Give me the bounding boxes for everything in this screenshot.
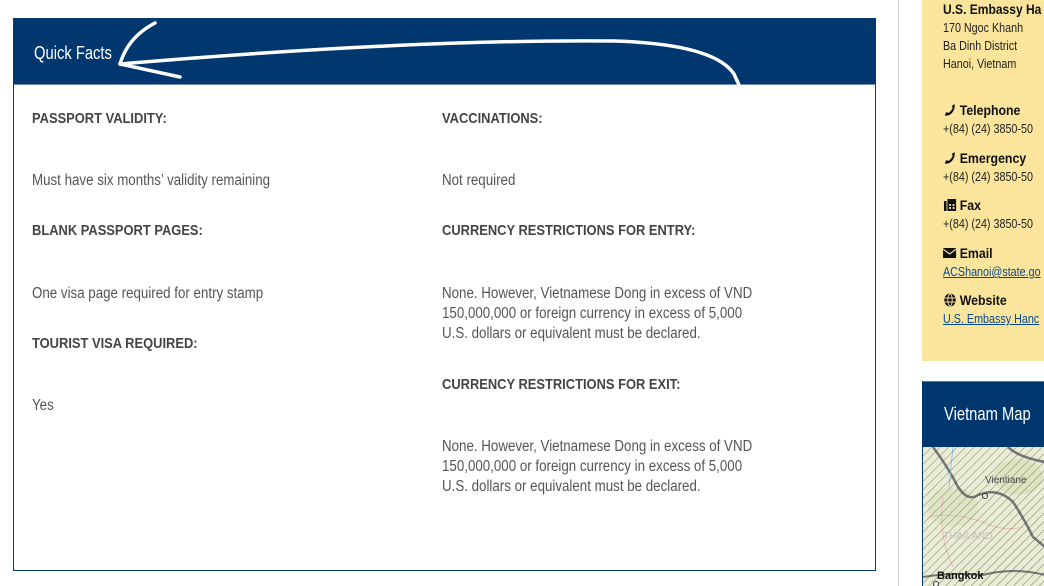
vaccinations-value: Not required	[442, 172, 516, 189]
email-heading	[943, 245, 993, 261]
tourist-visa-label: TOURIST VISA REQUIRED:	[32, 335, 198, 352]
map-header	[923, 381, 1044, 447]
currency-exit-line-1: None. However, Vietnamese Dong in excess of VND	[442, 438, 753, 455]
telephone-heading	[943, 102, 1020, 118]
currency-entry-label: CURRENCY RESTRICTIONS FOR ENTRY:	[442, 222, 696, 239]
vietnam-map-image[interactable]	[923, 447, 1044, 586]
website-link[interactable]: U.S. Embassy Hanc	[943, 312, 1040, 326]
map-label-bangkok: Bangkok	[937, 570, 984, 582]
address-line-2: Ba Dinh District	[943, 39, 1018, 53]
website-heading	[943, 292, 1007, 308]
embassy-contact-box	[922, 0, 1044, 361]
currency-entry-line-2: 150,000,000 or foreign currency in excess of 5,000	[442, 305, 743, 322]
emergency-label: Emergency	[959, 150, 1027, 166]
fax-label: Fax	[959, 197, 981, 213]
blank-pages-label: BLANK PASSPORT PAGES:	[32, 222, 203, 239]
passport-validity-label: PASSPORT VALIDITY:	[32, 110, 167, 127]
telephone-value: +(84) (24) 3850-50	[943, 122, 1033, 136]
globe-icon	[943, 293, 956, 308]
fax-heading	[943, 197, 981, 213]
emergency-value: +(84) (24) 3850-50	[943, 170, 1033, 184]
map-label-thailand: THAILAND	[943, 531, 993, 542]
address-line-3: Hanoi, Vietnam	[943, 57, 1017, 71]
blank-pages-value: One visa page required for entry stamp	[32, 285, 264, 302]
email-link[interactable]: ACShanoi@state.go	[943, 265, 1041, 279]
vietnam-map-box	[922, 381, 1044, 586]
currency-exit-label: CURRENCY RESTRICTIONS FOR EXIT:	[442, 376, 681, 393]
email-label: Email	[959, 245, 993, 261]
fax-icon	[943, 198, 956, 213]
emergency-heading	[943, 150, 1026, 166]
quick-facts-title: Quick Facts	[34, 43, 112, 63]
vaccinations-label: VACCINATIONS:	[442, 110, 543, 127]
embassy-name: U.S. Embassy Ha	[943, 1, 1042, 17]
fax-value: +(84) (24) 3850-50	[943, 217, 1033, 231]
currency-exit-line-2: 150,000,000 or foreign currency in excess of 5,000	[442, 458, 743, 475]
map-label-vientiane: Vientiane	[985, 475, 1027, 486]
passport-validity-value: Must have six months’ validity remaining	[32, 172, 271, 189]
map-title: Vietnam Map	[944, 404, 1031, 424]
website-label: Website	[959, 292, 1007, 308]
map-graphic-icon	[923, 447, 1044, 586]
currency-entry-value	[442, 284, 752, 344]
currency-exit-value	[442, 437, 752, 497]
phone-icon	[943, 151, 956, 166]
tourist-visa-value: Yes	[32, 397, 54, 414]
address-line-1: 170 Ngoc Khanh	[943, 21, 1024, 35]
envelope-icon	[943, 246, 956, 261]
quick-facts-header	[14, 19, 875, 85]
telephone-label: Telephone	[959, 102, 1021, 118]
quick-facts-panel	[13, 18, 876, 571]
currency-entry-line-1: None. However, Vietnamese Dong in excess of VND	[442, 285, 753, 302]
currency-entry-line-3: U.S. dollars or equivalent must be declared.	[442, 325, 701, 342]
phone-icon	[943, 103, 956, 118]
currency-exit-line-3: U.S. dollars or equivalent must be declared.	[442, 478, 701, 495]
sidebar-divider	[898, 0, 899, 586]
